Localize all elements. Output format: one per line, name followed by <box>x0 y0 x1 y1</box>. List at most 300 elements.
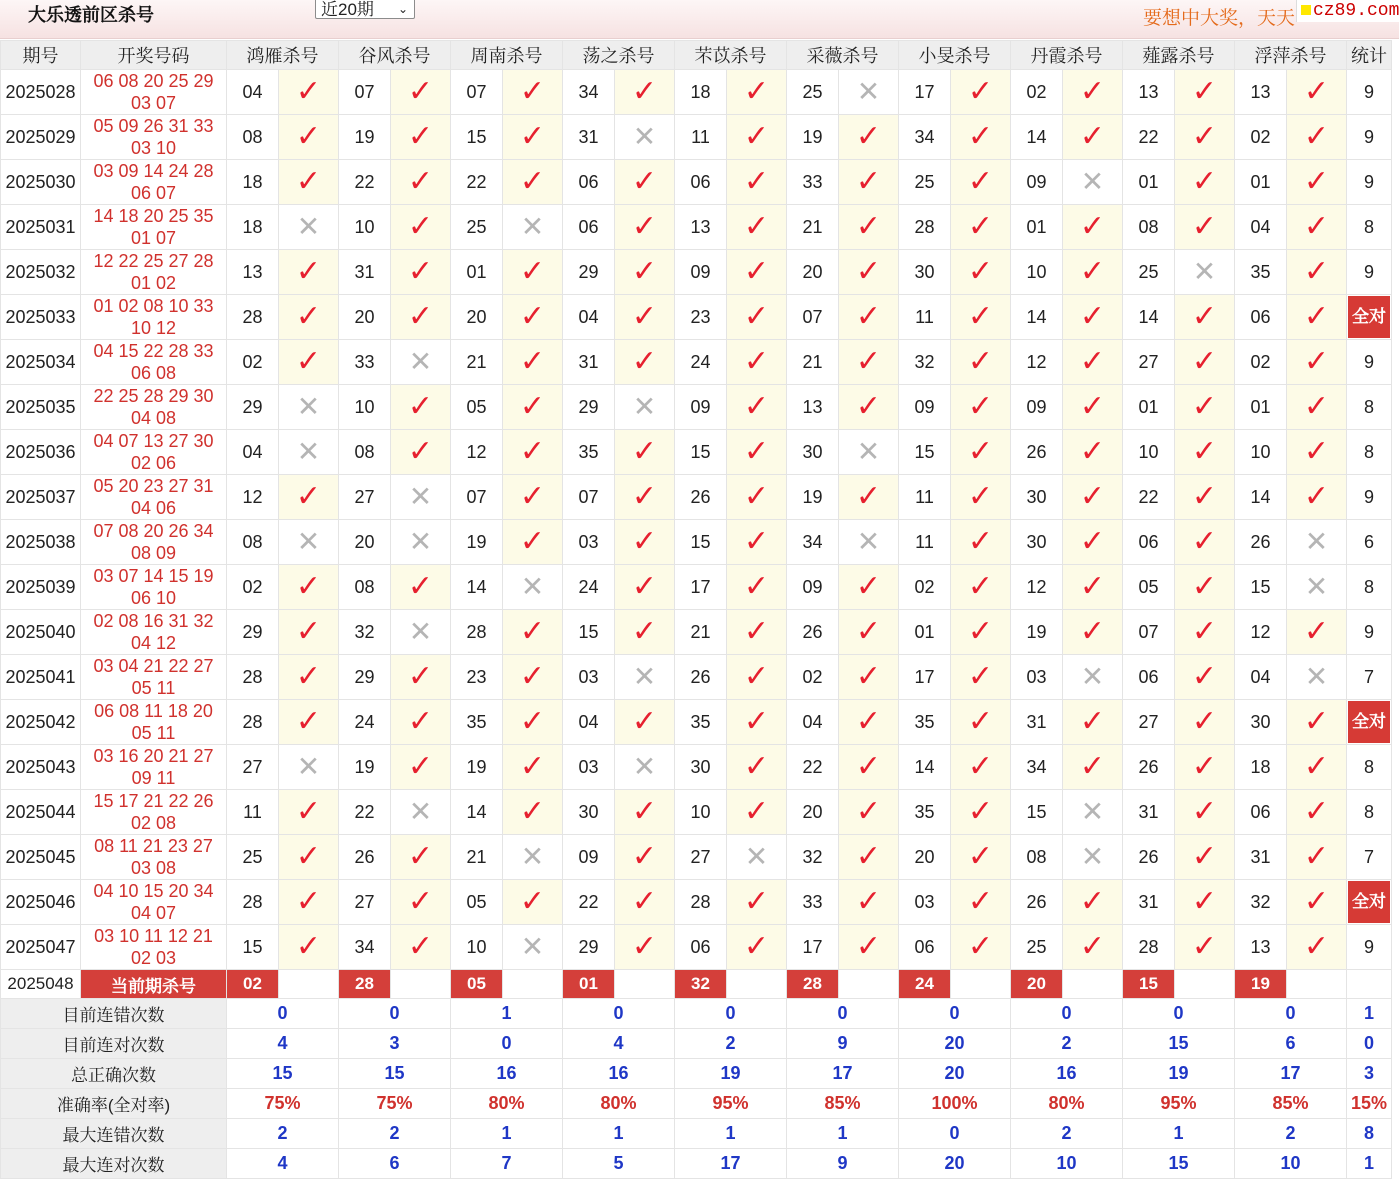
top-bar <box>0 0 1399 39</box>
current-kill-number: 20 <box>1011 970 1063 999</box>
result-cell <box>839 925 899 970</box>
summary-row <box>1 1119 1392 1149</box>
kill-number: 15 <box>451 115 503 160</box>
check-icon: ✓ <box>1079 300 1106 333</box>
check-icon: ✓ <box>967 795 994 828</box>
col-expert[interactable]: 丹霞杀号 <box>1011 41 1123 70</box>
check-icon: ✓ <box>631 345 658 378</box>
check-icon: ✓ <box>743 660 770 693</box>
table-row <box>1 745 1392 790</box>
back-numbers: 05 11 <box>131 678 176 698</box>
front-numbers: 07 08 20 26 34 <box>93 521 214 541</box>
kill-number: 28 <box>1123 925 1175 970</box>
kill-number: 09 <box>675 385 727 430</box>
draw-numbers <box>81 835 227 880</box>
result-cell <box>391 160 451 205</box>
kill-number: 34 <box>339 925 391 970</box>
check-icon: ✓ <box>1191 885 1218 918</box>
result-cell <box>1175 205 1235 250</box>
kill-number: 21 <box>787 205 839 250</box>
check-icon: ✓ <box>295 885 322 918</box>
check-icon: ✓ <box>743 120 770 153</box>
kill-number: 27 <box>339 880 391 925</box>
result-cell <box>503 160 563 205</box>
kill-number: 29 <box>563 385 615 430</box>
check-icon: ✓ <box>1191 750 1218 783</box>
summary-row <box>1 999 1392 1029</box>
summary-value: 9 <box>787 1029 899 1059</box>
cross-icon: ✕ <box>520 571 545 602</box>
result-cell <box>1063 250 1123 295</box>
result-cell <box>1287 925 1347 970</box>
check-icon: ✓ <box>407 435 434 468</box>
issue-number: 2025030 <box>1 160 81 205</box>
col-expert[interactable]: 浮萍杀号 <box>1235 41 1347 70</box>
kill-number: 07 <box>563 475 615 520</box>
kill-number: 35 <box>451 700 503 745</box>
kill-number: 26 <box>1011 880 1063 925</box>
result-cell <box>503 745 563 790</box>
cross-icon: ✕ <box>520 211 545 242</box>
kill-number: 11 <box>899 295 951 340</box>
kill-number: 07 <box>787 295 839 340</box>
front-numbers: 01 02 08 10 33 <box>93 296 214 316</box>
draw-numbers <box>81 790 227 835</box>
result-cell <box>279 700 339 745</box>
check-icon: ✓ <box>407 120 434 153</box>
kill-number: 08 <box>1011 835 1063 880</box>
kill-number: 33 <box>787 160 839 205</box>
chevron-down-icon: ⌄ <box>397 2 408 16</box>
stat-value: 6 <box>1363 531 1374 552</box>
stat-value: 9 <box>1363 621 1374 642</box>
result-cell <box>727 880 787 925</box>
kill-number: 08 <box>339 430 391 475</box>
result-cell <box>1063 295 1123 340</box>
kill-number: 31 <box>1123 790 1175 835</box>
check-icon: ✓ <box>295 120 322 153</box>
result-cell <box>1287 835 1347 880</box>
summary-value: 1 <box>451 1119 563 1149</box>
back-numbers: 03 10 <box>130 138 177 158</box>
result-cell <box>951 745 1011 790</box>
result-cell <box>1175 295 1235 340</box>
check-icon: ✓ <box>967 840 994 873</box>
check-icon: ✓ <box>295 165 322 198</box>
stat-cell <box>1347 520 1392 565</box>
summary-value: 19 <box>1123 1059 1235 1089</box>
check-icon: ✓ <box>1303 615 1330 648</box>
check-icon: ✓ <box>295 795 322 828</box>
result-cell <box>1175 655 1235 700</box>
empty-cell <box>1347 970 1392 999</box>
result-cell <box>839 205 899 250</box>
summary-value: 9 <box>787 1149 899 1179</box>
kill-number: 15 <box>1011 790 1063 835</box>
check-icon: ✓ <box>967 210 994 243</box>
cross-icon: ✕ <box>296 526 321 557</box>
summary-label: 目前连对次数 <box>1 1029 227 1059</box>
check-icon: ✓ <box>1191 165 1218 198</box>
check-icon: ✓ <box>1303 480 1330 513</box>
stat-value: 9 <box>1363 486 1374 507</box>
result-cell <box>503 250 563 295</box>
kill-number: 22 <box>451 160 503 205</box>
check-icon: ✓ <box>967 300 994 333</box>
result-cell <box>279 475 339 520</box>
cross-icon: ✕ <box>408 526 433 557</box>
current-kill-number: 02 <box>227 970 279 999</box>
front-numbers: 04 07 13 27 30 <box>93 431 214 451</box>
kill-number: 27 <box>1123 340 1175 385</box>
summary-value: 20 <box>899 1059 1011 1089</box>
check-icon: ✓ <box>519 120 546 153</box>
check-icon: ✓ <box>519 750 546 783</box>
kill-number: 35 <box>563 430 615 475</box>
kill-number: 15 <box>899 430 951 475</box>
kill-number: 04 <box>1235 655 1287 700</box>
table-row <box>1 835 1392 880</box>
check-icon: ✓ <box>407 660 434 693</box>
period-select[interactable] <box>315 0 415 19</box>
stat-value: 9 <box>1363 936 1374 957</box>
kill-number: 20 <box>339 520 391 565</box>
check-icon: ✓ <box>967 435 994 468</box>
current-kill-number: 19 <box>1235 970 1287 999</box>
kill-number: 22 <box>339 790 391 835</box>
check-icon: ✓ <box>743 480 770 513</box>
kill-number: 22 <box>787 745 839 790</box>
cross-icon: ✕ <box>408 616 433 647</box>
kill-number: 19 <box>451 745 503 790</box>
check-icon: ✓ <box>743 750 770 783</box>
result-cell <box>503 340 563 385</box>
check-icon: ✓ <box>855 210 882 243</box>
result-cell <box>1063 475 1123 520</box>
check-icon: ✓ <box>1303 705 1330 738</box>
result-cell <box>727 565 787 610</box>
result-cell <box>503 880 563 925</box>
kill-number: 25 <box>227 835 279 880</box>
summary-value: 1 <box>563 1119 675 1149</box>
table-row <box>1 250 1392 295</box>
kill-number: 11 <box>899 520 951 565</box>
front-numbers: 03 07 14 15 19 <box>93 566 214 586</box>
stat-value: 8 <box>1363 216 1374 237</box>
result-cell <box>615 430 675 475</box>
front-numbers: 03 16 20 21 27 <box>93 746 214 766</box>
draw-numbers <box>81 160 227 205</box>
kill-number: 28 <box>675 880 727 925</box>
stat-cell <box>1347 475 1392 520</box>
kill-number: 33 <box>339 340 391 385</box>
col-stat: 统计 <box>1347 41 1392 70</box>
draw-numbers <box>81 610 227 655</box>
kill-number: 08 <box>1123 205 1175 250</box>
result-cell <box>615 745 675 790</box>
kill-number: 30 <box>1011 475 1063 520</box>
summary-stat: 0 <box>1347 1029 1392 1059</box>
check-icon: ✓ <box>407 75 434 108</box>
cross-icon: ✕ <box>1080 661 1105 692</box>
issue-number: 2025043 <box>1 745 81 790</box>
result-cell <box>391 430 451 475</box>
front-numbers: 02 08 16 31 32 <box>93 611 214 631</box>
summary-row <box>1 1059 1392 1089</box>
kill-number: 04 <box>1235 205 1287 250</box>
current-kill-number: 32 <box>675 970 727 999</box>
issue-number: 2025037 <box>1 475 81 520</box>
result-cell <box>391 115 451 160</box>
result-cell <box>1175 160 1235 205</box>
back-numbers: 09 11 <box>131 768 176 788</box>
summary-value: 6 <box>1235 1029 1347 1059</box>
check-icon: ✓ <box>855 345 882 378</box>
summary-value: 75% <box>227 1089 339 1119</box>
result-cell <box>615 565 675 610</box>
kill-number: 13 <box>675 205 727 250</box>
back-numbers: 06 07 <box>130 183 177 203</box>
result-cell <box>951 160 1011 205</box>
cross-icon: ✕ <box>632 391 657 422</box>
kill-number: 32 <box>339 610 391 655</box>
cross-icon: ✕ <box>1304 526 1329 557</box>
check-icon: ✓ <box>855 615 882 648</box>
summary-label: 总正确次数 <box>1 1059 227 1089</box>
issue-number: 2025041 <box>1 655 81 700</box>
check-icon: ✓ <box>855 795 882 828</box>
result-cell <box>503 205 563 250</box>
table-row <box>1 295 1392 340</box>
result-cell <box>951 565 1011 610</box>
col-expert[interactable]: 芣苡杀号 <box>675 41 787 70</box>
result-cell <box>727 475 787 520</box>
col-expert[interactable]: 采薇杀号 <box>787 41 899 70</box>
site-logo[interactable] <box>1296 0 1399 22</box>
check-icon: ✓ <box>631 615 658 648</box>
check-icon: ✓ <box>1079 345 1106 378</box>
result-cell <box>1287 340 1347 385</box>
kill-number: 02 <box>227 565 279 610</box>
kill-number: 31 <box>1123 880 1175 925</box>
stat-cell <box>1347 610 1392 655</box>
check-icon: ✓ <box>519 885 546 918</box>
result-cell <box>1175 835 1235 880</box>
table-row <box>1 880 1392 925</box>
result-cell <box>1175 115 1235 160</box>
result-cell <box>615 655 675 700</box>
check-icon: ✓ <box>1191 210 1218 243</box>
kill-number: 05 <box>451 880 503 925</box>
result-cell <box>1175 790 1235 835</box>
stat-value: 7 <box>1363 846 1374 867</box>
kill-number: 18 <box>675 70 727 115</box>
kill-number: 26 <box>675 475 727 520</box>
result-cell <box>727 430 787 475</box>
current-period-row <box>1 970 1392 999</box>
kill-number: 15 <box>227 925 279 970</box>
summary-value: 17 <box>1235 1059 1347 1089</box>
kill-number: 02 <box>787 655 839 700</box>
kill-number: 06 <box>675 160 727 205</box>
summary-value: 15 <box>1123 1029 1235 1059</box>
result-cell <box>391 520 451 565</box>
result-cell <box>615 340 675 385</box>
kill-number: 03 <box>563 745 615 790</box>
result-cell <box>391 475 451 520</box>
result-cell <box>1063 745 1123 790</box>
back-numbers: 02 06 <box>130 453 177 473</box>
check-icon: ✓ <box>407 300 434 333</box>
stat-value: 8 <box>1363 801 1374 822</box>
result-cell <box>1063 655 1123 700</box>
result-cell <box>1063 160 1123 205</box>
kill-number: 14 <box>1123 295 1175 340</box>
kill-number: 02 <box>227 340 279 385</box>
summary-label: 最大连错次数 <box>1 1119 227 1149</box>
kill-number: 09 <box>563 835 615 880</box>
summary-value: 10 <box>1235 1149 1347 1179</box>
check-icon: ✓ <box>295 75 322 108</box>
kill-number: 33 <box>787 880 839 925</box>
kill-number: 10 <box>1123 430 1175 475</box>
table-row <box>1 430 1392 475</box>
check-icon: ✓ <box>519 660 546 693</box>
kill-number: 15 <box>1235 565 1287 610</box>
col-expert[interactable]: 小旻杀号 <box>899 41 1011 70</box>
kill-number: 07 <box>1123 610 1175 655</box>
draw-numbers <box>81 70 227 115</box>
kill-number: 09 <box>1011 385 1063 430</box>
stat-cell <box>1347 880 1392 925</box>
check-icon: ✓ <box>855 930 882 963</box>
kill-number: 07 <box>451 475 503 520</box>
check-icon: ✓ <box>967 255 994 288</box>
check-icon: ✓ <box>1303 435 1330 468</box>
summary-value: 2 <box>1235 1119 1347 1149</box>
check-icon: ✓ <box>855 750 882 783</box>
summary-value: 10 <box>1011 1149 1123 1179</box>
draw-numbers <box>81 205 227 250</box>
back-numbers: 06 10 <box>130 588 177 608</box>
result-cell <box>839 520 899 565</box>
cross-icon: ✕ <box>296 211 321 242</box>
summary-label: 目前连错次数 <box>1 999 227 1029</box>
kill-number: 32 <box>787 835 839 880</box>
summary-value: 85% <box>787 1089 899 1119</box>
result-cell <box>279 250 339 295</box>
kill-number: 08 <box>227 520 279 565</box>
kill-number: 23 <box>675 295 727 340</box>
result-cell <box>615 520 675 565</box>
summary-value: 0 <box>451 1029 563 1059</box>
kill-number: 35 <box>899 790 951 835</box>
header-row <box>1 41 1392 70</box>
result-cell <box>1175 880 1235 925</box>
check-icon: ✓ <box>743 795 770 828</box>
kill-number: 25 <box>1011 925 1063 970</box>
check-icon: ✓ <box>967 480 994 513</box>
kill-number: 34 <box>1011 745 1063 790</box>
check-icon: ✓ <box>295 615 322 648</box>
result-cell <box>615 385 675 430</box>
check-icon: ✓ <box>1191 570 1218 603</box>
stat-cell <box>1347 250 1392 295</box>
check-icon: ✓ <box>631 300 658 333</box>
result-cell <box>1063 925 1123 970</box>
check-icon: ✓ <box>1191 840 1218 873</box>
col-expert[interactable]: 周南杀号 <box>451 41 563 70</box>
result-cell <box>615 925 675 970</box>
col-expert[interactable]: 谷风杀号 <box>339 41 451 70</box>
check-icon: ✓ <box>855 660 882 693</box>
kill-number: 01 <box>899 610 951 655</box>
summary-label: 准确率(全对率) <box>1 1089 227 1119</box>
empty-cell <box>839 970 899 999</box>
draw-numbers <box>81 880 227 925</box>
empty-cell <box>1287 970 1347 999</box>
kill-number: 03 <box>1011 655 1063 700</box>
col-expert[interactable]: 荡之杀号 <box>563 41 675 70</box>
check-icon: ✓ <box>519 390 546 423</box>
draw-numbers <box>81 430 227 475</box>
front-numbers: 03 09 14 24 28 <box>93 161 214 181</box>
result-cell <box>1063 610 1123 655</box>
draw-numbers <box>81 475 227 520</box>
check-icon: ✓ <box>519 300 546 333</box>
kill-number: 31 <box>563 340 615 385</box>
kill-number: 22 <box>563 880 615 925</box>
col-expert[interactable]: 鸿雁杀号 <box>227 41 339 70</box>
result-cell <box>839 610 899 655</box>
check-icon: ✓ <box>967 165 994 198</box>
summary-value: 15 <box>1123 1149 1235 1179</box>
summary-row <box>1 1149 1392 1179</box>
back-numbers: 01 02 <box>130 273 177 293</box>
summary-row <box>1 1029 1392 1059</box>
front-numbers: 12 22 25 27 28 <box>93 251 214 271</box>
check-icon: ✓ <box>295 480 322 513</box>
summary-value: 0 <box>227 999 339 1029</box>
kill-number: 34 <box>899 115 951 160</box>
summary-value: 16 <box>451 1059 563 1089</box>
back-numbers: 02 08 <box>130 813 177 833</box>
front-numbers: 08 11 21 23 27 <box>94 836 213 856</box>
check-icon: ✓ <box>295 570 322 603</box>
summary-value: 4 <box>227 1149 339 1179</box>
check-icon: ✓ <box>1303 930 1330 963</box>
kill-number: 18 <box>1235 745 1287 790</box>
result-cell <box>503 430 563 475</box>
check-icon: ✓ <box>967 750 994 783</box>
check-icon: ✓ <box>1303 165 1330 198</box>
summary-value: 3 <box>339 1029 451 1059</box>
check-icon: ✓ <box>1191 660 1218 693</box>
col-expert[interactable]: 薤露杀号 <box>1123 41 1235 70</box>
kill-number: 10 <box>451 925 503 970</box>
summary-value: 17 <box>675 1149 787 1179</box>
result-cell <box>279 565 339 610</box>
result-cell <box>951 655 1011 700</box>
issue-number: 2025040 <box>1 610 81 655</box>
kill-number: 02 <box>1235 340 1287 385</box>
kill-number: 14 <box>1235 475 1287 520</box>
result-cell <box>279 295 339 340</box>
table-row <box>1 610 1392 655</box>
check-icon: ✓ <box>967 705 994 738</box>
table-row <box>1 700 1392 745</box>
result-cell <box>951 385 1011 430</box>
